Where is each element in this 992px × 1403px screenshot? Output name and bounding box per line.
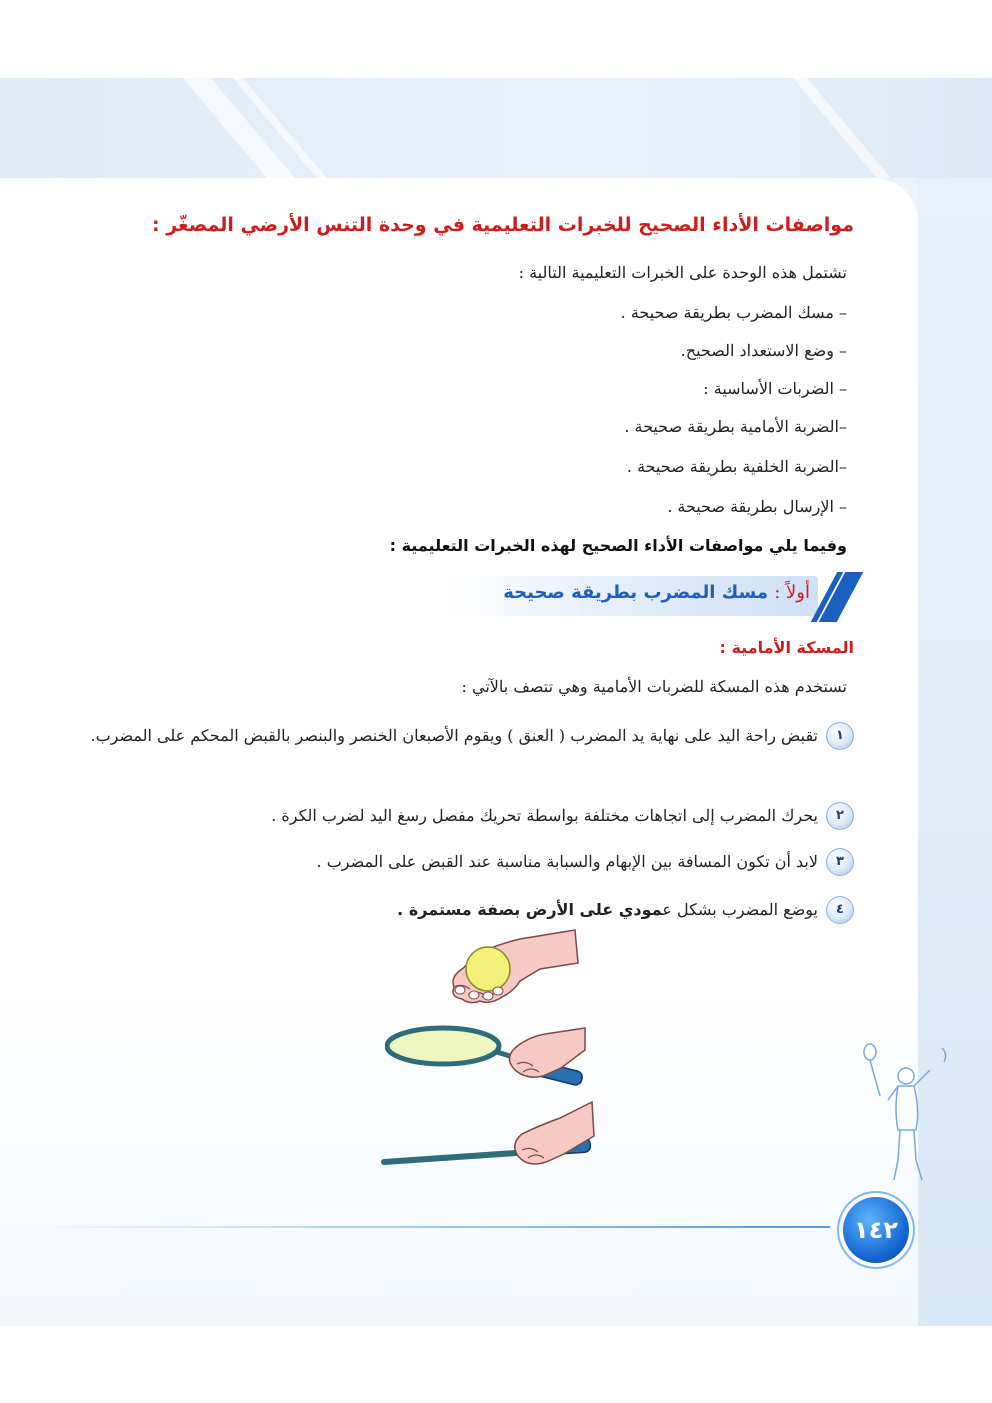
numbered-step xyxy=(86,720,854,752)
footer-divider xyxy=(30,1226,830,1228)
step-text xyxy=(397,894,818,926)
step-number-badge: ٤ xyxy=(826,896,854,924)
lead-line: وفيما يلي مواصفات الأداء الصحيح لهذه الخبرات التعليمية : xyxy=(389,536,847,555)
main-title: مواصفات الأداء الصحيح للخبرات التعليمية في وحدة التنس الأرضي المصغّر : xyxy=(152,214,854,236)
hand-holding-ball-illustration xyxy=(440,925,585,1010)
step-text: لابد أن تكون المسافة بين الإبهام والسبابة مناسبة عند القبض على المضرب . xyxy=(316,852,818,871)
numbered-step xyxy=(271,800,854,832)
step-text-plain: يوضع المضرب بشكل ع xyxy=(662,900,818,919)
section-banner xyxy=(440,572,856,622)
section-heading xyxy=(503,582,810,603)
section-number: أولاً : xyxy=(774,582,810,603)
page-number: ١٤٢ xyxy=(843,1197,909,1263)
intro-text: تشتمل هذه الوحدة على الخبرات التعليمية التالية : xyxy=(518,263,847,282)
racket-grip-side-illustration xyxy=(385,1020,590,1090)
step-text: تقبض راحة اليد على نهاية يد المضرب ( العنق ) ويقوم الأصبعان الخنصر والبنصر بالقبض المحكم على المضرب. xyxy=(90,726,818,745)
numbered-step xyxy=(317,846,854,878)
step-number-badge: ٣ xyxy=(826,848,854,876)
list-item: – مسك المضرب بطريقة صحيحة . xyxy=(620,303,847,322)
step-number-badge: ١ xyxy=(826,722,854,750)
step-text: يحرك المضرب إلى اتجاهات مختلفة بواسطة تحريك مفصل رسغ اليد لضرب الكرة . xyxy=(271,806,818,825)
sub-intro: تستخدم هذه المسكة للضربات الأمامية وهي تتصف بالآتي : xyxy=(461,677,847,696)
numbered-step xyxy=(397,894,854,926)
list-item: –الضربة الأمامية بطريقة صحيحة . xyxy=(624,417,847,436)
top-decorative-band xyxy=(0,78,992,178)
list-item: – الإرسال بطريقة صحيحة . xyxy=(667,497,847,516)
list-item: – وضع الاستعداد الصحيح. xyxy=(680,341,847,360)
tennis-player-decoration-icon xyxy=(858,1040,958,1200)
section-title: مسك المضرب بطريقة صحيحة xyxy=(503,582,768,603)
step-text-bold: مودي على الأرض بصفة مستمرة . xyxy=(397,900,663,919)
step-number-badge: ٢ xyxy=(826,802,854,830)
list-item: –الضربة الخلفية بطريقة صحيحة . xyxy=(626,457,847,476)
sub-heading: المسكة الأمامية : xyxy=(719,638,854,657)
list-item: – الضربات الأساسية : xyxy=(703,379,847,398)
racket-grip-edge-illustration xyxy=(380,1100,600,1180)
